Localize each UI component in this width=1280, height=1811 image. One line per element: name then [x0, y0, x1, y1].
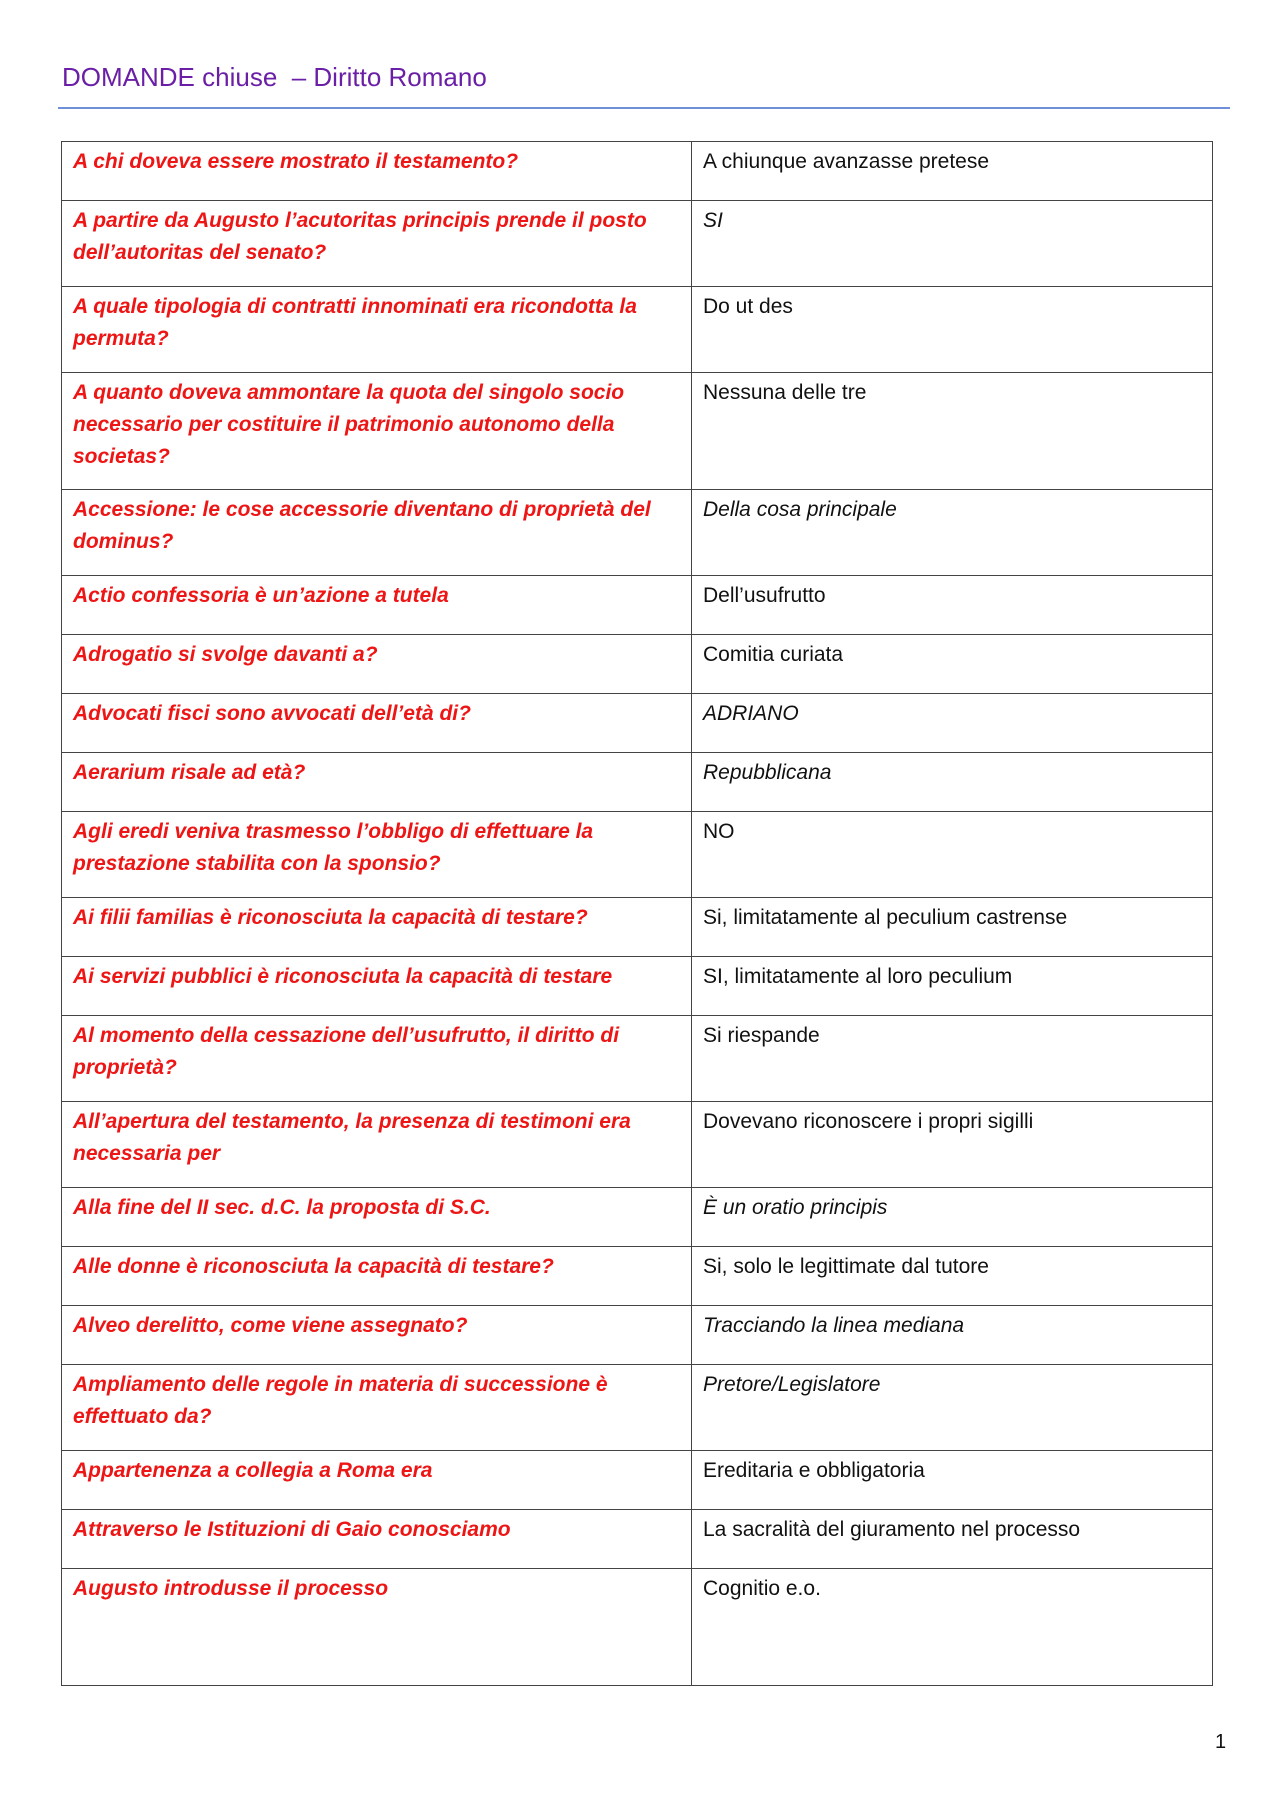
table-row: [62, 201, 1213, 287]
table-row: [62, 490, 1213, 576]
answer-cell: Dovevano riconoscere i propri sigilli: [692, 1102, 1213, 1188]
answer-cell: È un oratio principis: [692, 1188, 1213, 1247]
table-row: [62, 1188, 1213, 1247]
question-cell: Appartenenza a collegia a Roma era: [62, 1451, 692, 1510]
table-row: [62, 373, 1213, 490]
question-cell: Advocati fisci sono avvocati dell’età di?: [62, 694, 692, 753]
question-cell: Al momento della cessazione dell’usufrutto, il diritto di proprietà?: [62, 1016, 692, 1102]
table-row: [62, 1569, 1213, 1686]
answer-cell: Ereditaria e obbligatoria: [692, 1451, 1213, 1510]
answer-cell: Comitia curiata: [692, 635, 1213, 694]
answer-cell: Della cosa principale: [692, 490, 1213, 576]
questions-table-body: [62, 142, 1213, 1686]
question-cell: Adrogatio si svolge davanti a?: [62, 635, 692, 694]
answer-cell: Tracciando la linea mediana: [692, 1306, 1213, 1365]
question-cell: Alle donne è riconosciuta la capacità di testare?: [62, 1247, 692, 1306]
table-row: [62, 1306, 1213, 1365]
answer-cell: Do ut des: [692, 287, 1213, 373]
page-title: DOMANDE chiuse – Diritto Romano: [62, 62, 487, 92]
answer-cell: Dell’usufrutto: [692, 576, 1213, 635]
question-cell: A chi doveva essere mostrato il testamento?: [62, 142, 692, 201]
question-cell: Ai servizi pubblici è riconosciuta la capacità di testare: [62, 957, 692, 1016]
question-cell: Aerarium risale ad età?: [62, 753, 692, 812]
table-row: [62, 898, 1213, 957]
table-row: [62, 142, 1213, 201]
answer-cell: Repubblicana: [692, 753, 1213, 812]
table-row: [62, 957, 1213, 1016]
answer-cell: NO: [692, 812, 1213, 898]
question-cell: Accessione: le cose accessorie diventano di proprietà del dominus?: [62, 490, 692, 576]
answer-cell: Si, solo le legittimate dal tutore: [692, 1247, 1213, 1306]
table-row: [62, 1365, 1213, 1451]
answer-cell: Si riespande: [692, 1016, 1213, 1102]
answer-cell: ADRIANO: [692, 694, 1213, 753]
answer-cell: La sacralità del giuramento nel processo: [692, 1510, 1213, 1569]
table-row: [62, 1247, 1213, 1306]
answer-cell: SI, limitatamente al loro peculium: [692, 957, 1213, 1016]
table-row: [62, 635, 1213, 694]
question-cell: A partire da Augusto l’acutoritas principis prende il posto dell’autoritas del senato?: [62, 201, 692, 287]
answer-cell: Si, limitatamente al peculium castrense: [692, 898, 1213, 957]
question-cell: Attraverso le Istituzioni di Gaio conosciamo: [62, 1510, 692, 1569]
question-cell: All’apertura del testamento, la presenza di testimoni era necessaria per: [62, 1102, 692, 1188]
table-row: [62, 1451, 1213, 1510]
answer-cell: Nessuna delle tre: [692, 373, 1213, 490]
table-row: [62, 576, 1213, 635]
question-cell: Ai filii familias è riconosciuta la capacità di testare?: [62, 898, 692, 957]
question-cell: Actio confessoria è un’azione a tutela: [62, 576, 692, 635]
answer-cell: Cognitio e.o.: [692, 1569, 1213, 1686]
table-row: [62, 753, 1213, 812]
table-row: [62, 287, 1213, 373]
question-cell: Ampliamento delle regole in materia di successione è effettuato da?: [62, 1365, 692, 1451]
question-cell: Agli eredi veniva trasmesso l’obbligo di effettuare la prestazione stabilita con la sponsio?: [62, 812, 692, 898]
table-row: [62, 1510, 1213, 1569]
page-number: 1: [1215, 1731, 1227, 1753]
questions-table: [61, 141, 1213, 1686]
title-underline: [58, 107, 1230, 109]
question-cell: A quanto doveva ammontare la quota del singolo socio necessario per costituire il patrimonio autonomo della societas?: [62, 373, 692, 490]
answer-cell: SI: [692, 201, 1213, 287]
table-row: [62, 1102, 1213, 1188]
question-cell: Augusto introdusse il processo: [62, 1569, 692, 1686]
table-row: [62, 1016, 1213, 1102]
table-row: [62, 812, 1213, 898]
table-row: [62, 694, 1213, 753]
question-cell: Alla fine del II sec. d.C. la proposta di S.C.: [62, 1188, 692, 1247]
answer-cell: Pretore/Legislatore: [692, 1365, 1213, 1451]
question-cell: A quale tipologia di contratti innominati era ricondotta la permuta?: [62, 287, 692, 373]
question-cell: Alveo derelitto, come viene assegnato?: [62, 1306, 692, 1365]
answer-cell: A chiunque avanzasse pretese: [692, 142, 1213, 201]
